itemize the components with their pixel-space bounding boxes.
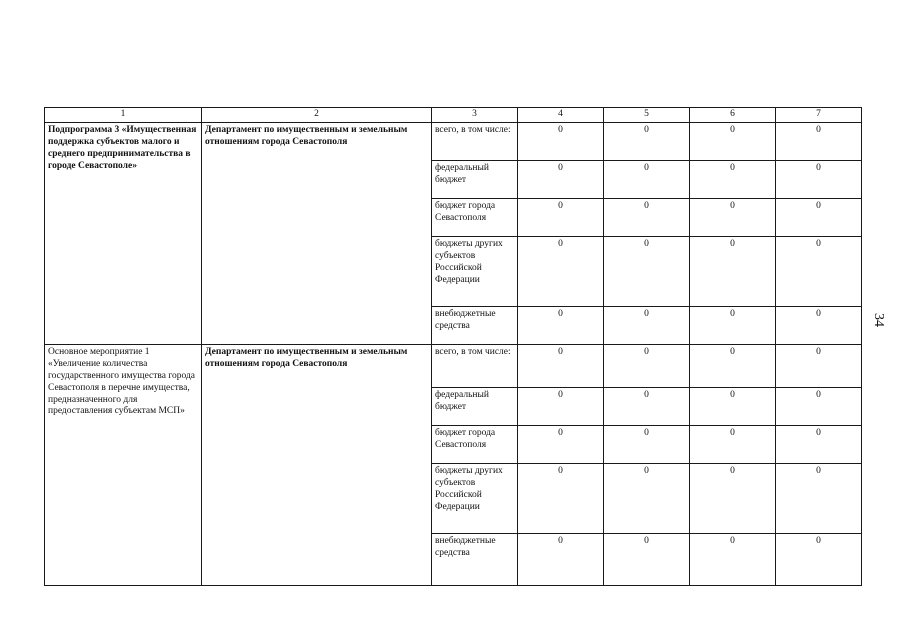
column-header-1: 1 [45,108,202,123]
value-cell: 0 [690,307,776,345]
value-cell: 0 [604,237,690,307]
column-header-6: 6 [690,108,776,123]
value-cell: 0 [776,123,862,161]
value-cell: 0 [604,464,690,534]
value-cell: 0 [776,464,862,534]
funding-source-cell: бюджет города Севастополя [432,426,518,464]
value-cell: 0 [776,199,862,237]
header-row [45,108,862,123]
value-cell: 0 [690,388,776,426]
value-cell: 0 [776,161,862,199]
value-cell: 0 [690,123,776,161]
department-cell: Департамент по имущественным и земельным отношениям города Севастополя [202,123,432,345]
page-number: 34 [871,313,886,327]
value-cell: 0 [604,388,690,426]
value-cell: 0 [776,345,862,388]
funding-source-cell: бюджеты других субъектов Российской Федерации [432,464,518,534]
value-cell: 0 [518,237,604,307]
value-cell: 0 [518,345,604,388]
value-cell: 0 [604,161,690,199]
value-cell: 0 [604,307,690,345]
value-cell: 0 [518,426,604,464]
value-cell: 0 [518,534,604,586]
value-cell: 0 [776,237,862,307]
value-cell: 0 [690,426,776,464]
column-header-4: 4 [518,108,604,123]
value-cell: 0 [776,307,862,345]
value-cell: 0 [518,388,604,426]
value-cell: 0 [776,426,862,464]
value-cell: 0 [518,464,604,534]
funding-source-cell: федеральный бюджет [432,161,518,199]
value-cell: 0 [690,199,776,237]
value-cell: 0 [604,199,690,237]
value-cell: 0 [776,534,862,586]
value-cell: 0 [690,534,776,586]
budget-table [44,107,862,586]
column-header-5: 5 [604,108,690,123]
funding-source-cell: всего, в том числе: [432,345,518,388]
value-cell: 0 [604,345,690,388]
table-row [45,345,862,388]
value-cell: 0 [690,464,776,534]
value-cell: 0 [690,237,776,307]
column-header-7: 7 [776,108,862,123]
funding-source-cell: федеральный бюджет [432,388,518,426]
value-cell: 0 [518,307,604,345]
funding-source-cell: внебюджетные средства [432,307,518,345]
value-cell: 0 [604,534,690,586]
program-name-cell: Подпрограмма 3 «Имущественная поддержка субъектов малого и среднего предпринимательства в городе Севастополе» [45,123,202,345]
value-cell: 0 [690,161,776,199]
value-cell: 0 [604,123,690,161]
funding-source-cell: бюджет города Севастополя [432,199,518,237]
value-cell: 0 [518,199,604,237]
funding-source-cell: всего, в том числе: [432,123,518,161]
column-header-2: 2 [202,108,432,123]
funding-source-cell: внебюджетные средства [432,534,518,586]
value-cell: 0 [518,161,604,199]
value-cell: 0 [776,388,862,426]
table-row [45,123,862,161]
column-header-3: 3 [432,108,518,123]
activity-name-cell: Основное мероприятие 1 «Увеличение количества государственного имущества города Севастополя в перечне имущества, предназначенного для предоставления субъектам МСП» [45,345,202,586]
value-cell: 0 [518,123,604,161]
department-cell: Департамент по имущественным и земельным отношениям города Севастополя [202,345,432,586]
funding-source-cell: бюджеты других субъектов Российской Федерации [432,237,518,307]
value-cell: 0 [604,426,690,464]
value-cell: 0 [690,345,776,388]
